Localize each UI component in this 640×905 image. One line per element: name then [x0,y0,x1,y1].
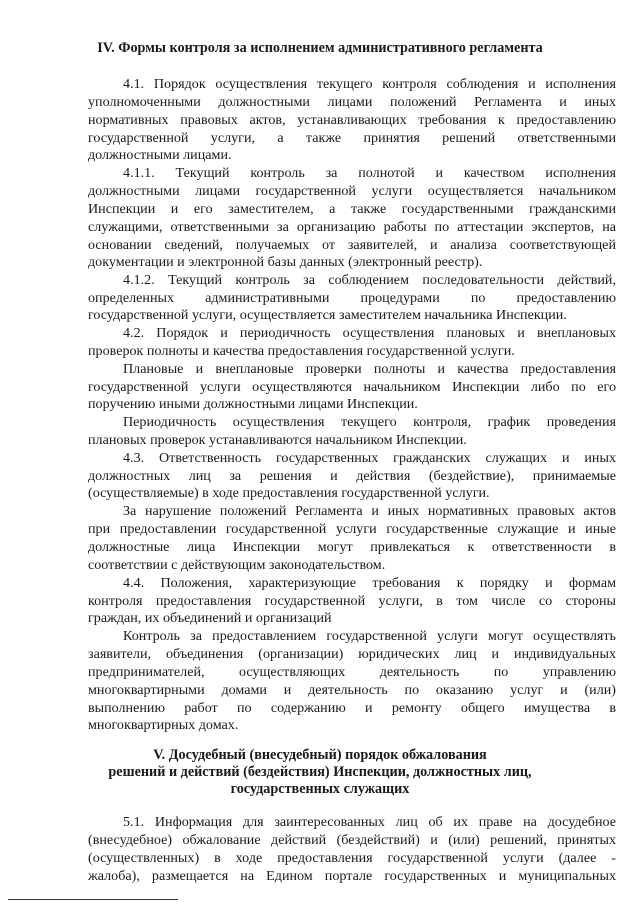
text-line: (осуществляемые) в ходе предоставления государственной услуги. [88,485,490,501]
text-line: контроля предоставления государственной услуги, в том числе со стороны [88,593,616,609]
text-line: должностными лицами государственной услуги осуществляется начальником [88,183,616,199]
text-line: 5.1. Информация для заинтересованных лиц об их праве на досудебное [123,814,616,830]
text-line: должностных лиц за решения и действия (бездействие), принимаемые [88,468,616,484]
text-line: служащими, ответственными за организацию работы по аттестации экспертов, на [88,219,616,235]
section-4-heading: IV. Формы контроля за исполнением административного регламента [97,40,543,56]
text-line: 4.1.2. Текущий контроль за соблюдением последовательности действий, [123,272,616,288]
section-5-heading: государственных служащих [230,781,410,797]
page-edge-rule [8,899,178,900]
text-line: проверок полноты и качества предоставления государственной услуги. [88,343,515,359]
text-line: граждан, их объединений и организаций [88,610,332,626]
text-line: 4.1.1. Текущий контроль за полнотой и качеством исполнения [123,165,616,181]
text-line: многоквартирными домами и деятельность по оказанию услуг и (или) [88,682,616,698]
text-line: плановых проверок устанавливаются начальником Инспекции. [88,432,467,448]
text-line: Инспекции и его заместителем, а также государственными гражданскими [88,201,616,217]
text-line: поручению иными должностными лицами Инспекции. [88,396,418,412]
text-line: (внесудебное) обжалование действий (бездействий) и (или) решений, принятых [88,832,616,848]
text-line: должностные лица Инспекции могут привлекаться к ответственности в [88,539,616,555]
text-line: документации и электронной базы данных (электронный реестр). [88,254,483,270]
text-line: заявители, объединения (организации) юридических лиц и индивидуальных [88,646,616,662]
text-line: предпринимателей, осуществляющих деятельность по управлению [88,664,616,680]
text-line: многоквартирных домах. [88,717,239,733]
text-line: государственной услуги осуществляются начальником Инспекции либо по его [88,379,616,395]
text-line: 4.3. Ответственность государственных гражданских служащих и иных [123,450,616,466]
text-line: За нарушение положений Регламента и иных нормативных правовых актов [123,503,616,519]
text-line: соответствии с действующим законодательством. [88,557,386,573]
text-line: 4.1. Порядок осуществления текущего контроля соблюдения и исполнения [123,76,616,92]
text-line: основании сведений, получаемых от заявителей, и анализа соответствующей [88,237,616,253]
text-line: 4.4. Положения, характеризующие требования к порядку и формам [123,575,616,591]
text-line: государственной услуги, а также принятия решений ответственными [88,130,616,146]
text-line: выполнению работ по содержанию и ремонту общего имущества в [88,700,616,716]
text-line: должностными лицами. [88,147,232,163]
text-line: Плановые и внеплановые проверки полноты и качества предоставления [123,361,616,377]
text-line: (осуществленных) в ходе предоставления государственной услуги (далее - [88,850,616,866]
section-5-heading: V. Досудебный (внесудебный) порядок обжалования [153,747,487,763]
text-line: при предоставлении государственной услуги государственные служащие и иные [88,521,616,537]
text-line: нормативных правовых актов, устанавливающих требования к предоставлению [88,112,616,128]
text-line: Контроль за предоставлением государственной услуги могут осуществлять [123,628,616,644]
text-line: жалоба), размещается на Едином портале государственных и муниципальных [88,868,616,884]
section-5-heading: решений и действий (бездействия) Инспекции, должностных лиц, [108,764,532,780]
text-line: определенных административными процедурами по предоставлению [88,290,616,306]
text-line: государственной услуги, осуществляется заместителем начальника Инспекции. [88,307,567,323]
text-line: уполномоченными должностными лицами положений Регламента и иных [88,94,616,110]
text-line: Периодичность осуществления текущего контроля, график проведения [123,414,616,430]
text-line: 4.2. Порядок и периодичность осуществления плановых и внеплановых [123,325,616,341]
